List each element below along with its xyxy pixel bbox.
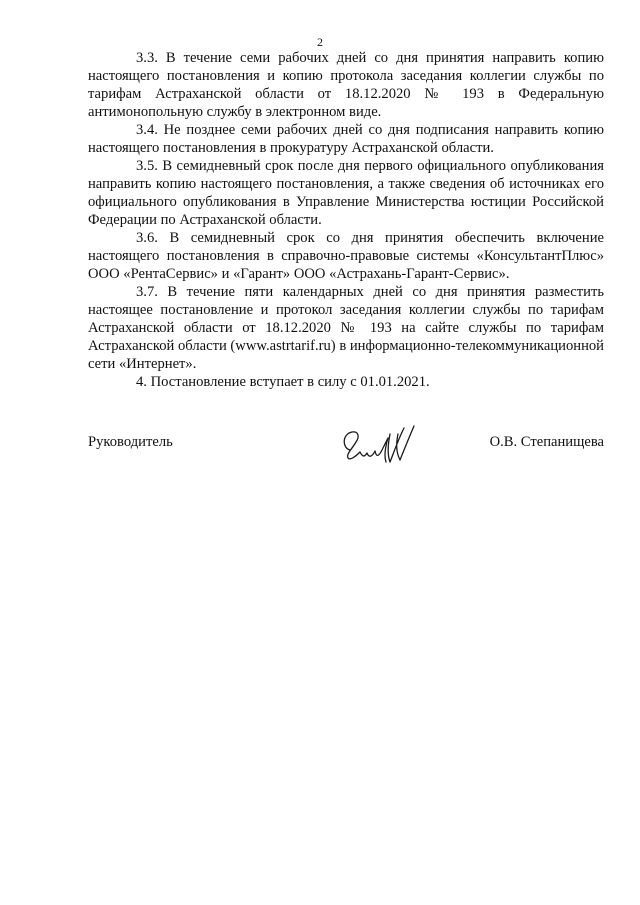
- paragraph-4: 4. Постановление вступает в силу с 01.01.2021.: [136, 374, 430, 390]
- signer-position: Руководитель: [88, 434, 173, 450]
- paragraph-3-5: 3.5. В семидневный срок после дня первого официального опубликования направить копию настоящего постановления, а также сведения об источниках его официального опубликования в Управление Министерства юстиции Российской Федерации по Астраханской области.: [88, 158, 604, 228]
- document-body: [88, 49, 604, 391]
- paragraph-3-4: 3.4. Не позднее семи рабочих дней со дня подписания направить копию настоящего постановления в прокуратуру Астраханской области.: [88, 122, 604, 156]
- paragraph-3-3: 3.3. В течение семи рабочих дней со дня принятия направить копию настоящего постановления и копию протокола заседания коллегии службы по тарифам Астраханской области от 18.12.2020 № 193 в Федеральную антимонопольную службу в электронном виде.: [88, 50, 604, 120]
- signer-name: О.В. Степанищева: [489, 434, 604, 450]
- signature-block: [88, 422, 604, 472]
- paragraph-3-7: 3.7. В течение пяти календарных дней со дня принятия разместить настоящее постановление и протокол заседания коллегии службы по тарифам Астраханской области от 18.12.2020 № 193 на сайте службы по тарифам Астраханской области (www.astrtarif.ru) в информационно-телекоммуникационной сети «Интернет».: [88, 284, 604, 372]
- handwritten-signature: [338, 422, 418, 466]
- page-number: 2: [317, 35, 323, 49]
- paragraph-3-6: 3.6. В семидневный срок со дня принятия обеспечить включение настоящего постановления в справочно-правовые системы «КонсультантПлюс» ООО «РентаСервис» и «Гарант» ООО «Астрахань-Гарант-Сервис».: [88, 230, 604, 282]
